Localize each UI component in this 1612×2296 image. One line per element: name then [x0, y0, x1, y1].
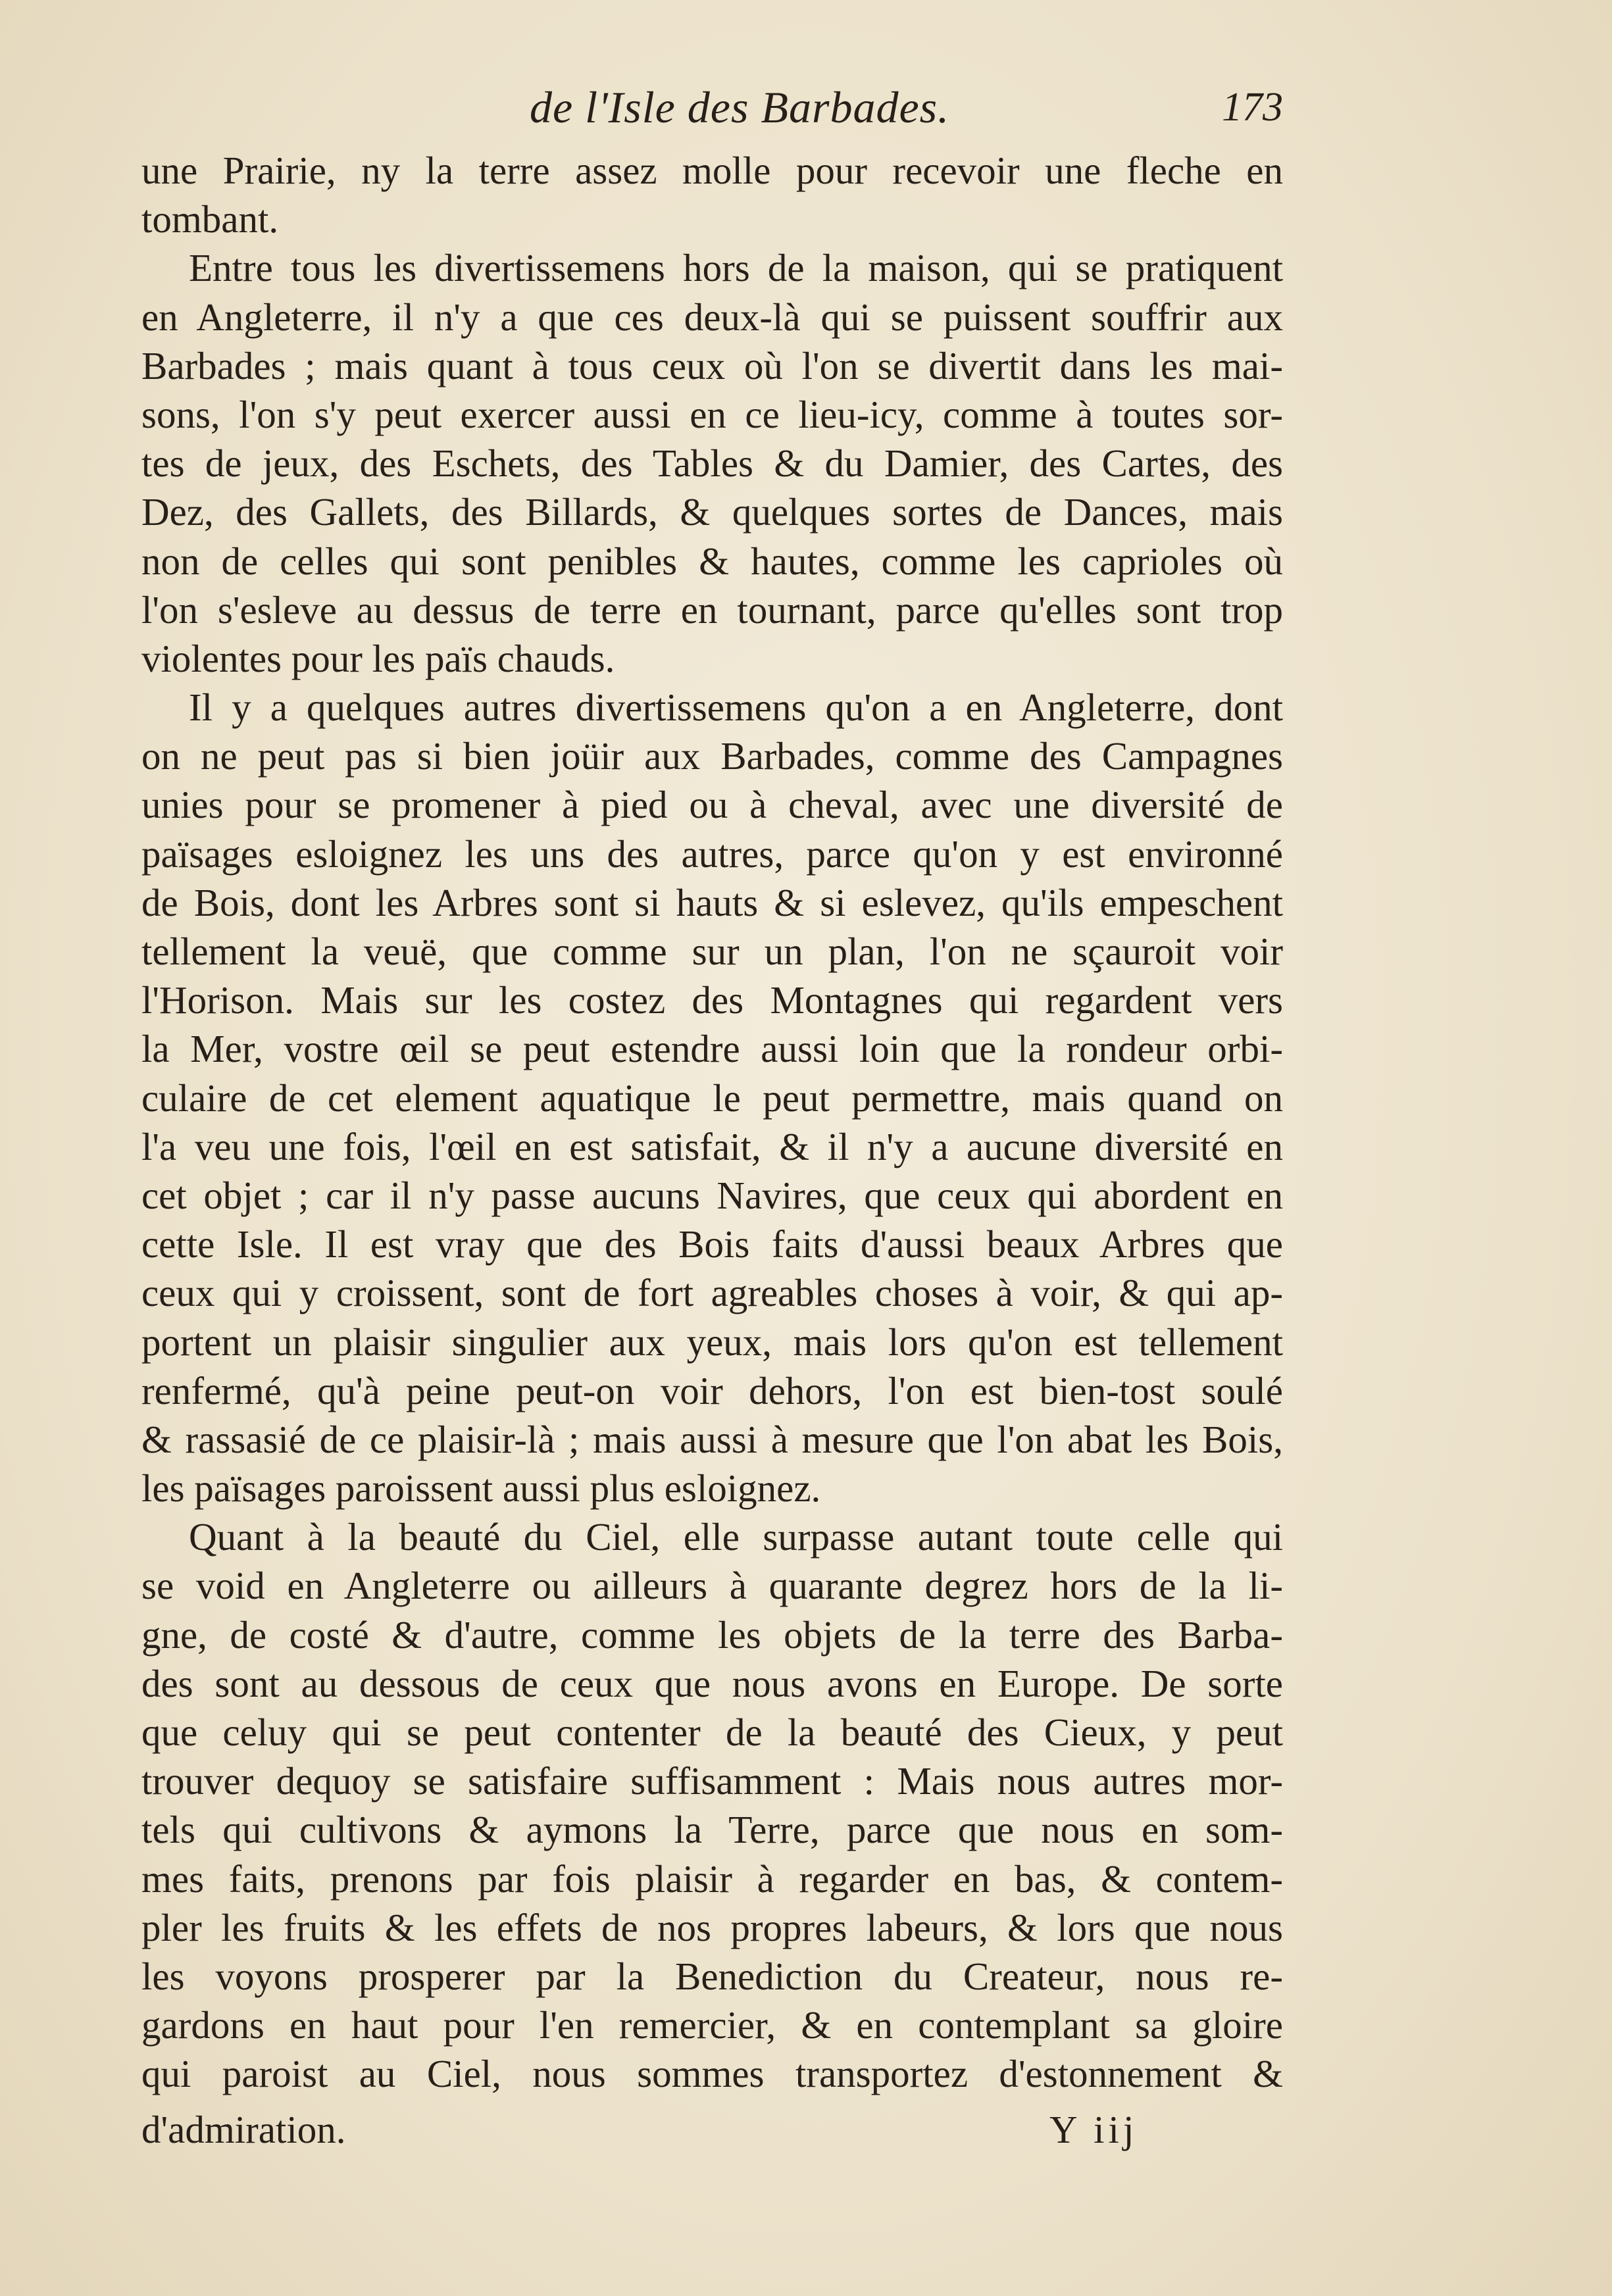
- text-line: l'on s'esleve au dessus de terre en tournant, parce qu'elles sont trop: [141, 587, 1283, 632]
- body-text: [141, 146, 1283, 2099]
- text-line: culaire de cet element aquatique le peut permettre, mais quand on: [141, 1076, 1283, 1120]
- text-line: ceux qui y croissent, sont de fort agreables choses à voir, & qui ap-: [141, 1271, 1283, 1315]
- text-line: l'Horison. Mais sur les costez des Montagnes qui regardent vers: [141, 978, 1283, 1022]
- signature-mark: Y iij: [1049, 2108, 1138, 2151]
- text-line: les païsages paroissent aussi plus esloignez.: [141, 1466, 821, 1510]
- page-header: [141, 78, 1283, 137]
- text-line: tels qui cultivons & aymons la Terre, parce que nous en som-: [141, 1808, 1283, 1852]
- text-line: & rassasié de ce plaisir-là ; mais aussi à mesure que l'on abat les Bois,: [141, 1417, 1283, 1461]
- running-title: de l'Isle des Barbades.: [530, 82, 950, 132]
- page-footer: [141, 2105, 1283, 2154]
- text-line: gne, de costé & d'autre, comme les objets de la terre des Barba-: [141, 1612, 1283, 1657]
- text-line: gardons en haut pour l'en remercier, & en contemplant sa gloire: [141, 2003, 1283, 2047]
- text-line: de Bois, dont les Arbres sont si hauts & si eslevez, qu'ils empeschent: [141, 880, 1283, 924]
- text-line: portent un plaisir singulier aux yeux, mais lors qu'on est tellement: [141, 1320, 1283, 1364]
- text-line: Quant à la beauté du Ciel, elle surpasse autant toute celle qui: [189, 1515, 1283, 1559]
- text-line: cette Isle. Il est vray que des Bois faits d'aussi beaux Arbres que: [141, 1222, 1283, 1266]
- page-number: 173: [1222, 85, 1283, 130]
- text-line: violentes pour les païs chauds.: [141, 636, 615, 680]
- text-line: une Prairie, ny la terre assez molle pour recevoir une fleche en: [141, 149, 1283, 192]
- text-line: sons, l'on s'y peut exercer aussi en ce lieu-icy, comme à toutes sor-: [141, 392, 1283, 436]
- text-line: tombant.: [141, 197, 279, 241]
- text-line: Il y a quelques autres divertissemens qu'on a en Angleterre, dont: [189, 686, 1283, 730]
- text-line: unies pour se promener à pied ou à cheval, avec une diversité de: [141, 783, 1283, 827]
- text-line: non de celles qui sont penibles & hautes, comme les caprioles où: [141, 539, 1283, 583]
- text-line: mes faits, prenons par fois plaisir à regarder en bas, & contem-: [141, 1857, 1283, 1901]
- text-line: se void en Angleterre ou ailleurs à quarante degrez hors de la li-: [141, 1564, 1283, 1608]
- text-line: trouver dequoy se satisfaire suffisamment : Mais nous autres mor-: [141, 1759, 1283, 1803]
- text-line: l'a veu une fois, l'œil en est satisfait, & il n'y a aucune diversité en: [141, 1124, 1283, 1168]
- text-line: païsages esloignez les uns des autres, parce qu'on y est environné: [141, 832, 1283, 876]
- text-line: on ne peut pas si bien joüir aux Barbades, comme des Campagnes: [141, 734, 1283, 778]
- text-line: que celuy qui se peut contenter de la beauté des Cieux, y peut: [141, 1710, 1283, 1754]
- text-line: en Angleterre, il n'y a que ces deux-là qui se puissent souffrir aux: [141, 295, 1283, 339]
- text-line: Dez, des Gallets, des Billards, & quelques sortes de Dances, mais: [141, 490, 1283, 534]
- text-line: Entre tous les divertissemens hors de la maison, qui se pratiquent: [189, 246, 1283, 290]
- text-line: renfermé, qu'à peine peut-on voir dehors, l'on est bien-tost soulé: [141, 1368, 1283, 1412]
- text-line: pler les fruits & les effets de nos propres labeurs, & lors que nous: [141, 1905, 1283, 1949]
- text-line: cet objet ; car il n'y passe aucuns Navires, que ceux qui abordent en: [141, 1173, 1283, 1217]
- closing-text: d'admiration.: [141, 2108, 346, 2151]
- text-line: qui paroist au Ciel, nous sommes transportez d'estonnement &: [141, 2052, 1283, 2096]
- text-line: des sont au dessous de ceux que nous avons en Europe. De sorte: [141, 1661, 1283, 1705]
- text-line: tellement la veuë, que comme sur un plan, l'on ne sçauroit voir: [141, 930, 1283, 973]
- text-line: Barbades ; mais quant à tous ceux où l'on se divertit dans les mai-: [141, 343, 1283, 387]
- text-line: la Mer, vostre œil se peut estendre aussi loin que la rondeur orbi-: [141, 1027, 1283, 1071]
- text-line: tes de jeux, des Eschets, des Tables & du Damier, des Cartes, des: [141, 441, 1283, 486]
- text-line: les voyons prosperer par la Benediction du Createur, nous re-: [141, 1954, 1283, 1998]
